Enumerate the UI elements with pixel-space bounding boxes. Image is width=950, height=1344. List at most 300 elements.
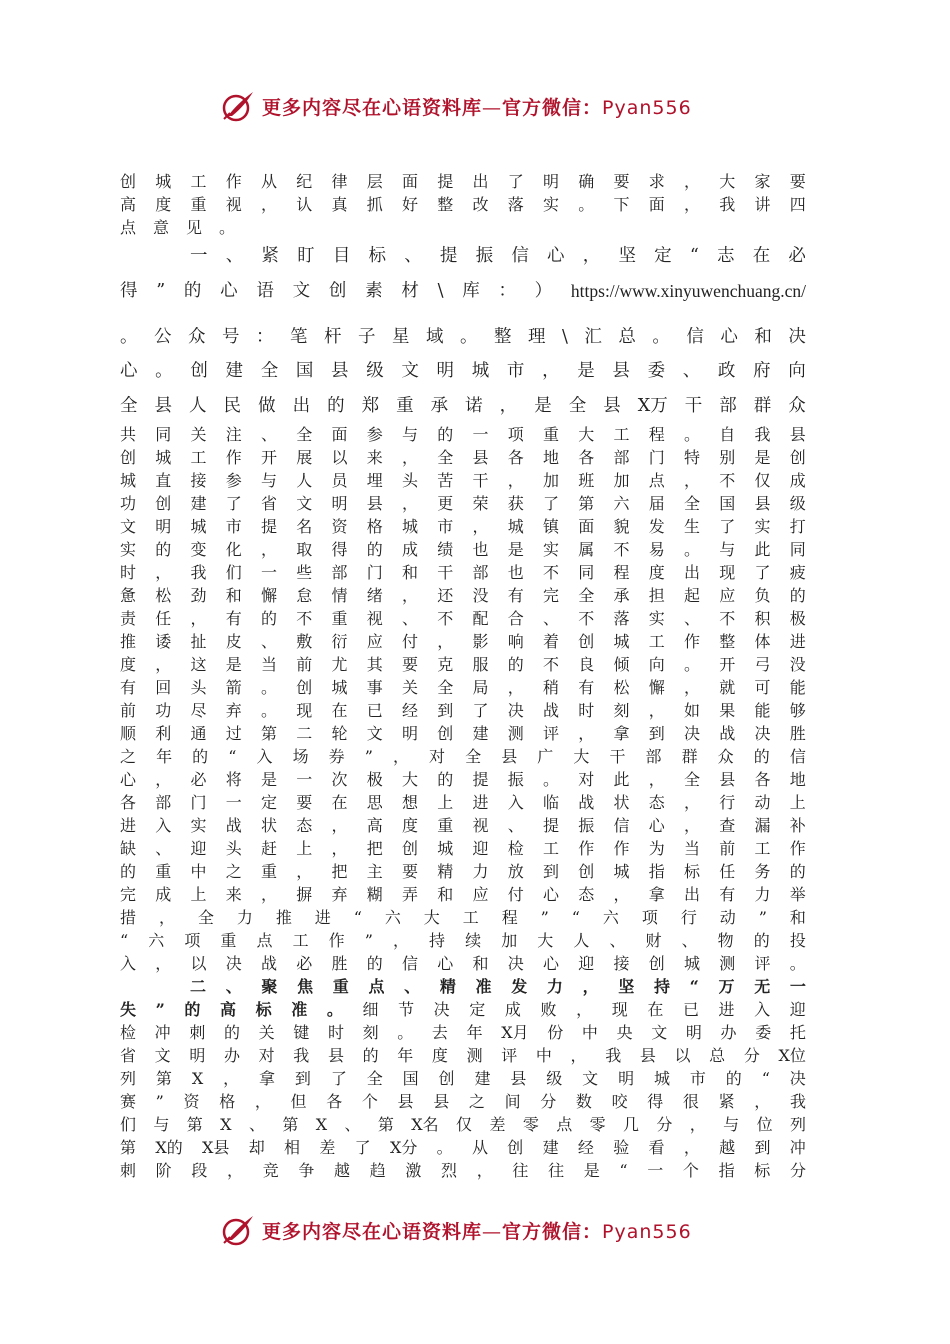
- char: 文: [296, 494, 313, 513]
- char: 关: [190, 425, 207, 444]
- char: 创: [578, 862, 595, 881]
- char: 来: [366, 448, 383, 467]
- char: 接: [613, 954, 630, 973]
- char: X位: [778, 1046, 806, 1065]
- char: 重: [331, 609, 348, 628]
- char: 的: [366, 954, 383, 973]
- char: ，: [223, 1069, 240, 1088]
- char: 心: [437, 954, 454, 973]
- char: 家: [754, 172, 771, 191]
- char: 时: [120, 563, 137, 582]
- char: 与: [719, 540, 736, 559]
- char: 测: [719, 954, 736, 973]
- char: 群: [681, 747, 698, 766]
- char: 时: [578, 701, 595, 720]
- char: 在: [331, 701, 348, 720]
- char: 展: [296, 448, 313, 467]
- char: 缺: [120, 839, 137, 858]
- char: 此: [754, 540, 771, 559]
- char: 分: [789, 1161, 806, 1180]
- char: ）: [534, 280, 553, 301]
- char: 万: [718, 977, 735, 996]
- char: ，: [261, 540, 278, 559]
- char: 开: [719, 655, 736, 674]
- char: 胜: [331, 954, 348, 973]
- char: 作: [225, 172, 242, 191]
- char: 响: [507, 632, 524, 651]
- char: 度: [155, 195, 172, 214]
- char: “: [120, 931, 129, 950]
- char: 之: [225, 862, 242, 881]
- char: 几: [623, 1115, 640, 1134]
- char: 发: [648, 517, 665, 536]
- char: 变: [190, 540, 207, 559]
- char: 刺: [189, 1023, 206, 1042]
- text-line: [120, 354, 806, 389]
- char: 工: [613, 425, 630, 444]
- char: ，: [582, 977, 599, 996]
- char: 检: [507, 839, 524, 858]
- char: 接: [190, 471, 207, 490]
- char: 赶: [261, 839, 278, 858]
- char: 尤: [331, 655, 348, 674]
- char: 公: [154, 326, 172, 347]
- char: “: [689, 977, 699, 996]
- char: 六: [613, 494, 630, 513]
- char: 不: [719, 609, 736, 628]
- text-line-with-url: [120, 274, 806, 320]
- char: 扯: [190, 632, 207, 651]
- char: 怠: [296, 586, 313, 605]
- char: 把: [366, 839, 383, 858]
- text-line: [120, 423, 806, 446]
- char: 。: [397, 1023, 414, 1042]
- char: 迎: [472, 839, 489, 858]
- char: 以: [674, 1046, 691, 1065]
- char: 资: [331, 517, 348, 536]
- char: 往: [548, 1161, 565, 1180]
- char: 个: [361, 1092, 378, 1111]
- char: 。: [436, 1138, 453, 1157]
- char: 相: [284, 1138, 301, 1157]
- char: 工: [543, 839, 560, 858]
- char: 星: [392, 326, 410, 347]
- char: 思: [366, 793, 383, 812]
- char: “: [761, 1069, 770, 1088]
- char: 面: [402, 172, 419, 191]
- char: 的: [789, 862, 806, 881]
- char: 位: [756, 1115, 773, 1134]
- char: 创: [120, 172, 137, 191]
- char: 现: [611, 1000, 628, 1019]
- char: 指: [648, 862, 665, 881]
- char: 但: [290, 1092, 307, 1111]
- char: 度: [120, 655, 137, 674]
- char: 加: [613, 471, 630, 490]
- char: 们: [225, 563, 242, 582]
- char: ”: [155, 1000, 165, 1019]
- char: 中: [581, 1023, 598, 1042]
- char: 全: [465, 747, 482, 766]
- char: 战: [543, 701, 560, 720]
- char: 力: [236, 908, 253, 927]
- char: 、: [248, 1115, 265, 1134]
- char: 决: [225, 954, 242, 973]
- char: 要: [613, 172, 630, 191]
- char: 进: [789, 632, 806, 651]
- char: 其: [366, 655, 383, 674]
- char: 了: [225, 494, 242, 513]
- char: 好: [402, 195, 419, 214]
- char: 府: [753, 361, 771, 381]
- char: 整: [719, 632, 736, 651]
- char: 尽: [190, 701, 207, 720]
- char: 工: [190, 172, 207, 191]
- char: 措: [120, 908, 137, 927]
- char: 目: [332, 246, 351, 266]
- char: 重: [155, 862, 172, 881]
- char: 现: [296, 701, 313, 720]
- char: 和: [754, 326, 772, 347]
- char: 级: [366, 361, 384, 381]
- char: 零: [522, 1115, 539, 1134]
- char: 箭: [225, 678, 242, 697]
- char: ，: [578, 724, 595, 743]
- char: 县: [433, 1092, 450, 1111]
- char: 也: [507, 563, 524, 582]
- char: 工: [190, 448, 207, 467]
- char: 全: [437, 448, 454, 467]
- char: 城: [613, 632, 630, 651]
- char: 明: [331, 494, 348, 513]
- char: 当: [684, 839, 701, 858]
- char: 城: [653, 1069, 670, 1088]
- char: X的: [155, 1138, 183, 1157]
- char: 标: [684, 862, 701, 881]
- char: 了: [719, 517, 736, 536]
- char: 直: [155, 471, 172, 490]
- char: 指: [718, 1161, 735, 1180]
- char: 与: [402, 425, 419, 444]
- char: 向: [788, 361, 806, 381]
- char: 的: [753, 931, 770, 950]
- char: 一: [472, 425, 489, 444]
- char: 格: [366, 517, 383, 536]
- char: 大: [423, 908, 440, 927]
- char: 之: [120, 747, 137, 766]
- text-line: [120, 699, 806, 722]
- char: ：: [256, 326, 274, 347]
- char: 城: [120, 471, 137, 490]
- char: 付: [507, 885, 524, 904]
- char: 的: [507, 655, 524, 674]
- char: 开: [261, 448, 278, 467]
- char: 承: [430, 395, 449, 416]
- char: 、: [507, 816, 524, 835]
- char: ”: [156, 280, 166, 301]
- char: 干: [609, 747, 626, 766]
- char: 与: [723, 1115, 740, 1134]
- char: 力: [546, 977, 563, 996]
- char: 律: [331, 172, 348, 191]
- char: 从: [471, 1138, 488, 1157]
- char: 部: [472, 563, 489, 582]
- char: 不: [719, 471, 736, 490]
- char: 对: [429, 747, 446, 766]
- char: 实: [543, 540, 560, 559]
- text-line: [120, 676, 806, 699]
- char: 决: [507, 701, 524, 720]
- char: 整: [437, 195, 454, 214]
- char: 郑: [361, 395, 380, 416]
- char: 振: [578, 816, 595, 835]
- char: ，: [648, 701, 665, 720]
- char: 评: [543, 724, 560, 743]
- char: 参: [225, 471, 242, 490]
- char: 起: [684, 586, 701, 605]
- char: 不: [296, 609, 313, 628]
- char: 年: [156, 747, 173, 766]
- char: 对: [578, 770, 595, 789]
- char: 的: [789, 586, 806, 605]
- char: 准: [475, 977, 492, 996]
- char: 惫: [120, 586, 137, 605]
- char: 。: [219, 218, 236, 237]
- char: 我: [605, 1046, 622, 1065]
- char: 作: [613, 839, 630, 858]
- char: 重: [396, 395, 414, 416]
- char: 着: [543, 632, 560, 651]
- char: 县: [472, 448, 489, 467]
- char: 进: [718, 1000, 735, 1019]
- char: 弃: [225, 701, 242, 720]
- char: 。: [578, 195, 595, 214]
- char: 镇: [543, 517, 560, 536]
- char: 决: [788, 326, 806, 347]
- text-line: [120, 653, 806, 676]
- text-line: [120, 1044, 806, 1067]
- char: 关: [258, 1023, 275, 1042]
- char: 态: [578, 885, 595, 904]
- char: 检: [120, 1023, 137, 1042]
- char: 化: [225, 540, 242, 559]
- char: 市: [689, 1069, 706, 1088]
- char: 的: [753, 747, 770, 766]
- char: 点: [120, 218, 137, 237]
- char: 标: [754, 1161, 771, 1180]
- char: 度: [402, 816, 419, 835]
- char: 完: [120, 885, 137, 904]
- char: 关: [402, 678, 419, 697]
- char: 市: [506, 361, 525, 381]
- char: 心: [547, 246, 565, 266]
- char: 全: [197, 908, 214, 927]
- char: 过: [225, 724, 242, 743]
- char: 拿: [613, 724, 630, 743]
- char: 分: [540, 1092, 557, 1111]
- char: 提: [437, 172, 454, 191]
- char: 县: [719, 770, 736, 789]
- char: 负: [754, 586, 771, 605]
- char: 大: [402, 770, 419, 789]
- char: 、: [543, 609, 560, 628]
- char: 坚: [618, 246, 636, 266]
- char: ，: [476, 1161, 493, 1180]
- char: 县: [366, 494, 383, 513]
- char: 我: [293, 1046, 310, 1065]
- char: 这: [190, 655, 207, 674]
- text-line: [120, 791, 806, 814]
- char: ，: [261, 885, 278, 904]
- char: 程: [501, 908, 518, 927]
- char: 衍: [331, 632, 348, 651]
- char: 层: [366, 172, 383, 191]
- char: 高: [120, 195, 137, 214]
- char: 一: [789, 977, 806, 996]
- watermark-banner-top: [220, 86, 740, 126]
- char: 全: [568, 395, 587, 416]
- char: 和: [402, 563, 419, 582]
- char: 部: [645, 747, 662, 766]
- char: 点: [648, 471, 665, 490]
- char: 心: [120, 361, 138, 381]
- char: 却: [248, 1138, 265, 1157]
- char: 重: [220, 931, 237, 950]
- char: 上: [190, 885, 207, 904]
- char: 竞: [262, 1161, 279, 1180]
- char: 精: [437, 862, 454, 881]
- char: 不: [543, 563, 560, 582]
- char: 定: [261, 793, 278, 812]
- text-line: [120, 193, 806, 216]
- char: 创: [789, 448, 806, 467]
- char: 明: [685, 1023, 702, 1042]
- char: 极: [789, 609, 806, 628]
- char: 文: [366, 724, 383, 743]
- char: ，: [683, 1138, 700, 1157]
- char: 届: [648, 494, 665, 513]
- char: 城: [190, 517, 207, 536]
- char: 心: [543, 885, 560, 904]
- char: 信: [511, 246, 529, 266]
- char: 部: [155, 793, 172, 812]
- char: 文: [651, 1023, 668, 1042]
- char: 迎: [789, 1000, 806, 1019]
- char: 建: [190, 494, 207, 513]
- char: 不: [613, 540, 630, 559]
- text-line: [120, 584, 806, 607]
- source-url: https://www.xinyuwenchuang.cn/: [570, 280, 806, 301]
- char: 的: [261, 609, 278, 628]
- char: 出: [292, 395, 311, 416]
- section-heading-1: [120, 239, 806, 274]
- char: 各: [754, 770, 771, 789]
- char: 此: [613, 770, 630, 789]
- char: 阶: [155, 1161, 172, 1180]
- char: 把: [331, 862, 348, 881]
- char: 还: [437, 586, 454, 605]
- text-line: [120, 492, 806, 515]
- char: 、: [681, 931, 698, 950]
- char: 第: [120, 1138, 137, 1157]
- char: 入: [120, 954, 137, 973]
- char: 行: [680, 908, 697, 927]
- char: 列: [789, 1115, 806, 1134]
- char: 临: [543, 793, 560, 812]
- char: 、: [344, 1115, 361, 1134]
- char: 一: [261, 563, 278, 582]
- char: 查: [719, 816, 736, 835]
- char: 极: [366, 770, 383, 789]
- char: 动: [754, 793, 771, 812]
- char: 现: [719, 563, 736, 582]
- char: 城: [402, 517, 419, 536]
- char: 不: [437, 609, 454, 628]
- text-line: [120, 515, 806, 538]
- char: 任: [155, 609, 172, 628]
- char: 项: [641, 908, 658, 927]
- char: 央: [616, 1023, 633, 1042]
- char: 能: [754, 701, 771, 720]
- char: 了: [330, 1069, 347, 1088]
- char: 文: [154, 1046, 171, 1065]
- char: 城: [331, 678, 348, 697]
- char: “: [689, 246, 699, 266]
- char: 弃: [331, 885, 348, 904]
- char: 真: [331, 195, 348, 214]
- char: 讲: [754, 195, 771, 214]
- text-line: [120, 1136, 806, 1159]
- char: 地: [789, 770, 806, 789]
- char: 往: [512, 1161, 529, 1180]
- char: 通: [190, 724, 207, 743]
- char: X: [220, 1115, 232, 1134]
- char: 六: [148, 931, 165, 950]
- char: 一: [296, 770, 313, 789]
- char: ：: [498, 280, 516, 301]
- char: 拿: [648, 885, 665, 904]
- char: 创: [155, 494, 172, 513]
- char: 糊: [366, 885, 383, 904]
- char: 城: [684, 954, 701, 973]
- char: 到: [648, 724, 665, 743]
- char: 工: [754, 839, 771, 858]
- char: 数: [575, 1092, 592, 1111]
- char: 、: [261, 425, 278, 444]
- char: 号: [222, 326, 240, 347]
- char: 程: [648, 425, 665, 444]
- char: X名: [411, 1115, 439, 1134]
- char: 埋: [366, 471, 383, 490]
- char: 情: [331, 586, 348, 605]
- char: 实: [648, 609, 665, 628]
- char: 程: [613, 563, 630, 582]
- char: 创: [578, 632, 595, 651]
- char: 经: [577, 1138, 594, 1157]
- char: 一: [225, 793, 242, 812]
- char: 、: [261, 632, 278, 651]
- char: 仅: [456, 1115, 473, 1134]
- char: 我: [190, 563, 207, 582]
- char: 段: [191, 1161, 208, 1180]
- char: 来: [225, 885, 242, 904]
- char: 级: [546, 1069, 563, 1088]
- char: 点: [556, 1115, 573, 1134]
- char: 库: [462, 280, 480, 301]
- char: 高: [366, 816, 383, 835]
- char: 的: [183, 280, 202, 301]
- char: 改: [472, 195, 489, 214]
